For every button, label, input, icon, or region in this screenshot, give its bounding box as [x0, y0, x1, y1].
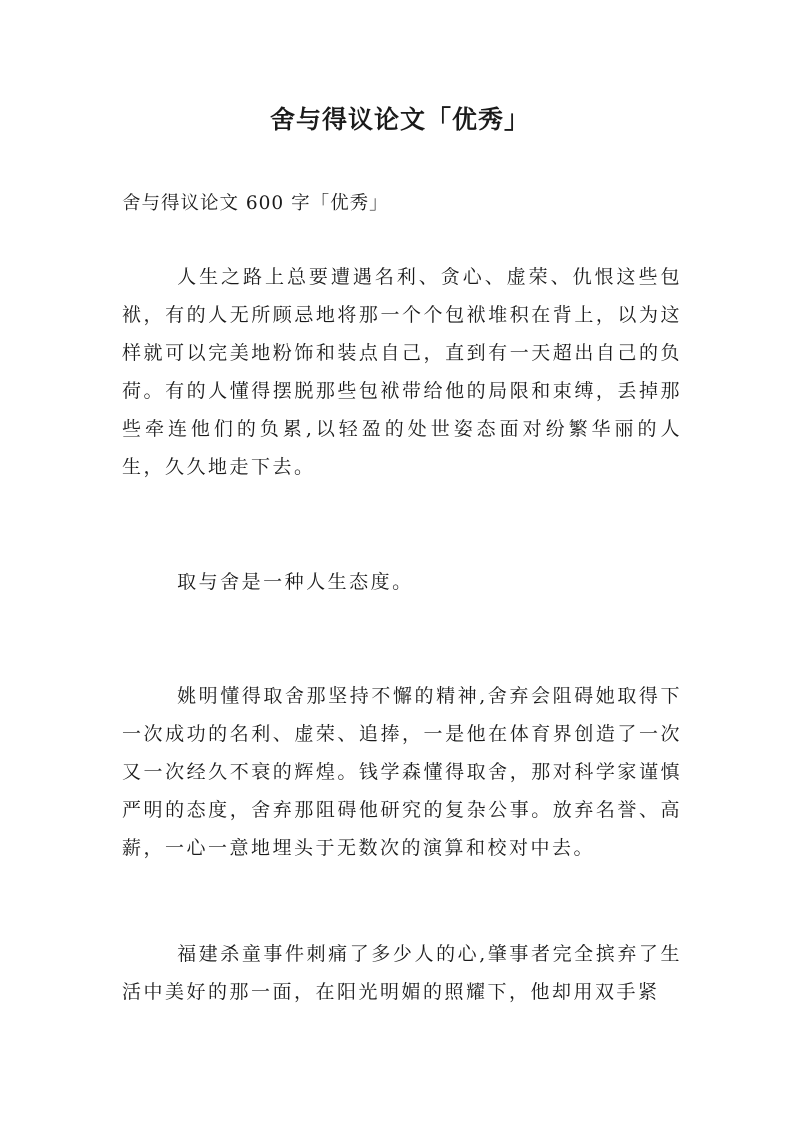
- paragraph-1: 人生之路上总要遭遇名利、贪心、虚荣、仇恨这些包袱，有的人无所顾忌地将那一个个包袱堆积在背上，以为这样就可以完美地粉饰和装点自己，直到有一天超出自己的负荷。有的人懂得摆脱那些包袱带给他的局限和束缚，丢掉那些牵连他们的负累,以轻盈的处世姿态面对纷繁华丽的人生，久久地走下去。: [122, 266, 682, 478]
- paragraph-2: 取与舍是一种人生态度。: [177, 571, 414, 593]
- document-title: 舍与得议论文「优秀」: [269, 105, 530, 134]
- document-subtitle: 舍与得议论文 600 字「优秀」: [122, 193, 389, 214]
- paragraph-3: 姚明懂得取舍那坚持不懈的精神,舍弃会阻碍她取得下一次成功的名利、虚荣、追捧，一是他在体育界创造了一次又一次经久不衰的辉煌。钱学森懂得取舍，那对科学家谨慎严明的态度，舍弃那阻碍他研究的复杂公事。放弃名誉、高薪，一心一意地埋头于无数次的演算和校对中去。: [122, 685, 682, 859]
- paragraph-4: 福建杀童事件刺痛了多少人的心,肇事者完全摈弃了生活中美好的那一面，在阳光明媚的照耀下，他却用双手紧: [122, 943, 682, 1003]
